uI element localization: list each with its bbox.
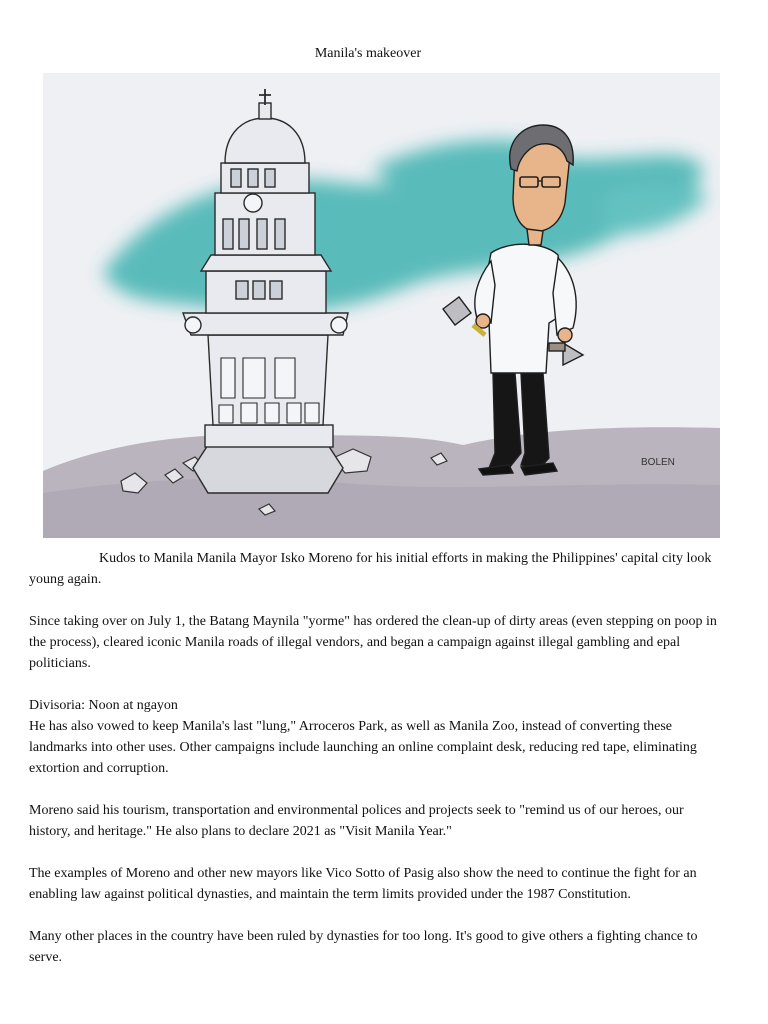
document-title: Manila's makeover (314, 46, 422, 61)
subheading: Divisoria: Noon at ngayon (29, 698, 178, 713)
editorial-cartoon (43, 73, 720, 538)
paragraph: Kudos to Manila Manila Mayor Isko Moreno for his initial efforts in making the Philippines' capital city look young again. (29, 551, 712, 587)
paragraph: Many other places in the country have been ruled by dynasties for too long. It's good to give others a fighting chance to serve. (29, 929, 698, 965)
paragraph-with-subheading (29, 695, 719, 779)
artist-signature: BOLEN (641, 457, 675, 468)
article-body (29, 548, 719, 989)
paragraph-text: He has also vowed to keep Manila's last "lung," Arroceros Park, as well as Manila Zoo, instead of converting these landmarks into other uses. Other campaigns include launching an online complaint desk, reducing red tape, eliminating extortion and corruption. (29, 719, 697, 776)
paragraph: Moreno said his tourism, transportation and environmental polices and projects seek to "remind us of our heroes, our history, and heritage." He also plans to declare 2021 as "Visit Manila Year." (29, 803, 684, 839)
paragraph: The examples of Moreno and other new mayors like Vico Sotto of Pasig also show the need to continue the fight for an enabling law against political dynasties, and maintain the term limits provided under the 1987 Constitution. (29, 866, 697, 902)
paragraph: Since taking over on July 1, the Batang Maynila "yorme" has ordered the clean-up of dirty areas (even stepping on poop in the process), cleared iconic Manila roads of illegal vendors, and began a campaign against illegal gambling and epal politicians. (29, 614, 717, 671)
